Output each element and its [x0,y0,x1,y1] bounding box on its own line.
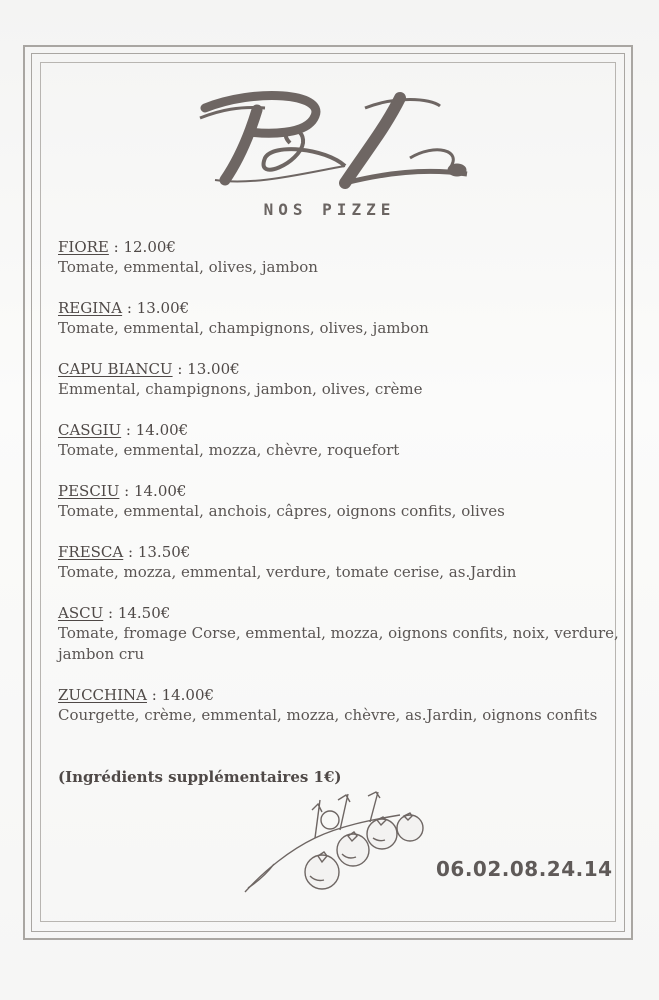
pizza-ingredients: Courgette, crème, emmental, mozza, chèvre, as.Jardin, oignons confits [58,706,598,724]
pizza-list [58,237,623,746]
pizza-price: 12.00€ [123,238,176,256]
pizza-ingredients: Tomate, emmental, champignons, olives, jambon [58,319,429,337]
pizza-name: FRESCA [58,543,124,561]
pizza-ingredients: Tomate, fromage Corse, emmental, mozza, oignons confits, noix, verdure, jambon cru [58,624,619,663]
pizza-price: 14.00€ [135,421,189,439]
pizza-name: CASGIU [58,421,122,439]
pizza-name: ZUCCHINA [58,686,147,704]
extras-note: (Ingrédients supplémentaires 1€) [58,768,342,786]
pizza-name: REGINA [58,299,123,317]
pizza-name: PESCIU [58,482,120,500]
pizza-price: 13.50€ [137,543,191,561]
pizza-price: 13.00€ [187,360,240,378]
pizza-item: REGINA : 13.00€ Tomate, emmental, champignons, olives, jambon [58,298,623,339]
pizza-price: 13.00€ [136,299,190,317]
pizza-price: 14.50€ [117,604,171,622]
pizza-item: PESCIU : 14.00€ Tomate, emmental, anchois, câpres, oignons confits, olives [58,481,623,522]
pizza-item: CASGIU : 14.00€ Tomate, emmental, mozza, chèvre, roquefort [58,420,623,461]
cherry-tomato-vine-icon [240,780,430,900]
pizza-name: FIORE [58,238,109,256]
pizza-item: CAPU BIANCU : 13.00€ Emmental, champignons, jambon, olives, crème [58,359,623,400]
phone-number: 06.02.08.24.14 [436,857,613,881]
pizza-name: CAPU BIANCU [58,360,173,378]
pizza-item: ASCU : 14.50€ Tomate, fromage Corse, emmental, mozza, oignons confits, noix, verdure, jambon cru [58,603,623,665]
pizza-ingredients: Tomate, emmental, olives, jambon [58,258,318,276]
pizza-ingredients: Tomate, mozza, emmental, verdure, tomate cerise, as.Jardin [58,563,517,581]
pizza-item: FRESCA : 13.50€ Tomate, mozza, emmental, verdure, tomate cerise, as.Jardin [58,542,623,583]
menu-subtitle: NOS PIZZE [263,200,396,219]
pizza-ingredients: Tomate, emmental, mozza, chèvre, roquefort [58,441,400,459]
pizza-price: 14.00€ [133,482,187,500]
pizza-ingredients: Emmental, champignons, jambon, olives, crème [58,380,423,398]
pizza-price: 14.00€ [161,686,215,704]
pizza-item: ZUCCHINA : 14.00€ Courgette, crème, emmental, mozza, chèvre, as.Jardin, oignons confits [58,685,623,726]
pizza-item: FIORE : 12.00€ Tomate, emmental, olives, jambon [58,237,623,278]
pizza-ingredients: Tomate, emmental, anchois, câpres, oignons confits, olives [58,502,505,520]
pizza-name: ASCU [58,604,104,622]
logo-monogram [195,88,475,203]
